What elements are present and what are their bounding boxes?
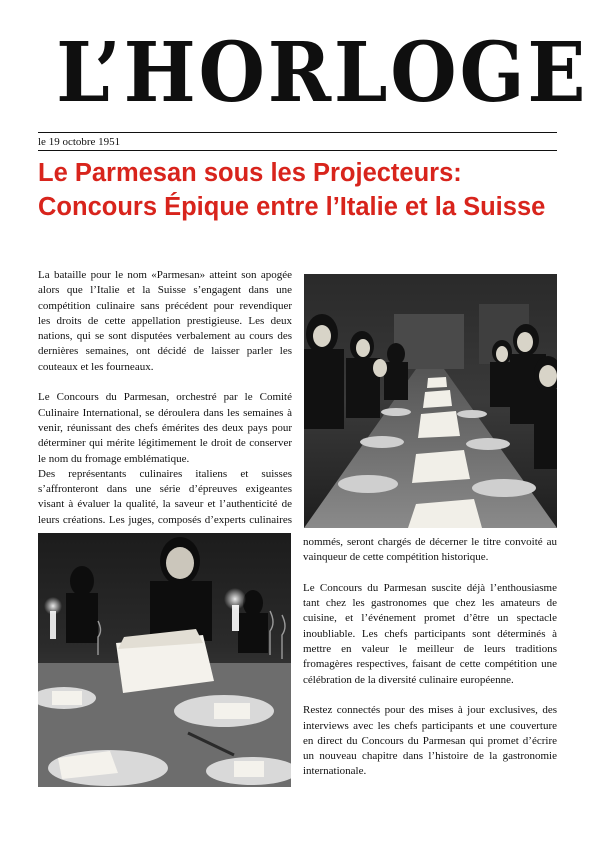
column1-paragraph-1: La bataille pour le nom «Parmesan» atteint son apogée alors que l’Italie et la Suisse s’engagent dans une compétition culinaire sans précédent pour revendiquer les droits de cette appellation prestigieuse. Les deux nations, qui se sont disputées verbalement au cours des dernières semaines, ont décidé de laisser parler les couteaux et les fourneaux.: [38, 269, 292, 373]
issue-date: le 19 octobre 1951: [38, 136, 121, 148]
column2-paragraph-2: Le Concours du Parmesan suscite déjà l’enthousiasme tant chez les gastronomes que chez les amateurs de cuisine, et l’événement promet d’être un spectacle inoubliable. Les chefs participants sont déterminés à mettre en valeur le meilleur de leurs traditions fromagères respectives, faisant de cette compétition une célébration de la diversité culinaire européenne.: [303, 581, 557, 686]
masthead-title: L’HORLOGE: [56, 25, 589, 121]
column1-paragraph-2: Le Concours du Parmesan, orchestré par le Comité Culinaire International, se déroulera dans les semaines à venir, réunissant des chefs émérites des deux pays pour déterminer qui mérite légitimement le droit de conserver le nom du fromage emblématique.: [38, 391, 292, 465]
masthead-rule-top: [38, 132, 557, 133]
column1-paragraph-3: Des représentants culinaires italiens et suisses s’affronteront dans une série d’épreuves exigeantes visant à évaluer la qualité, la saveur et l’authenticité de leurs créations. Les juges, composés d’experts culinaires: [38, 467, 292, 526]
paragraph-spacer: [38, 375, 292, 390]
column2-paragraph-3: Restez connectés pour des mises à jour exclusives, des interviews avec les chefs participants et une couverture en direct du Concours du Parmesan qui promet d’écrire un nouveau chapitre dans l’histoire de la gastronomie internationale.: [303, 704, 557, 778]
masthead-rule-bottom: [38, 150, 557, 151]
column2-paragraph-1: nommés, seront chargés de décerner le titre convoité au vainqueur de cette compétition historique.: [303, 536, 557, 564]
paragraph-spacer: [303, 688, 557, 703]
paragraph-spacer: [303, 566, 557, 581]
photo-candlelit-dinner: [38, 533, 291, 787]
photo-candlelit-dinner-image: [38, 533, 291, 787]
photo-banquet-table-image: [304, 274, 557, 528]
article-headline: Le Parmesan sous les Projecteurs: Concours Épique entre l’Italie et la Suisse: [38, 159, 546, 221]
article-column-1: [38, 268, 292, 543]
article-column-2: [303, 535, 557, 780]
photo-banquet-table: [304, 274, 557, 528]
